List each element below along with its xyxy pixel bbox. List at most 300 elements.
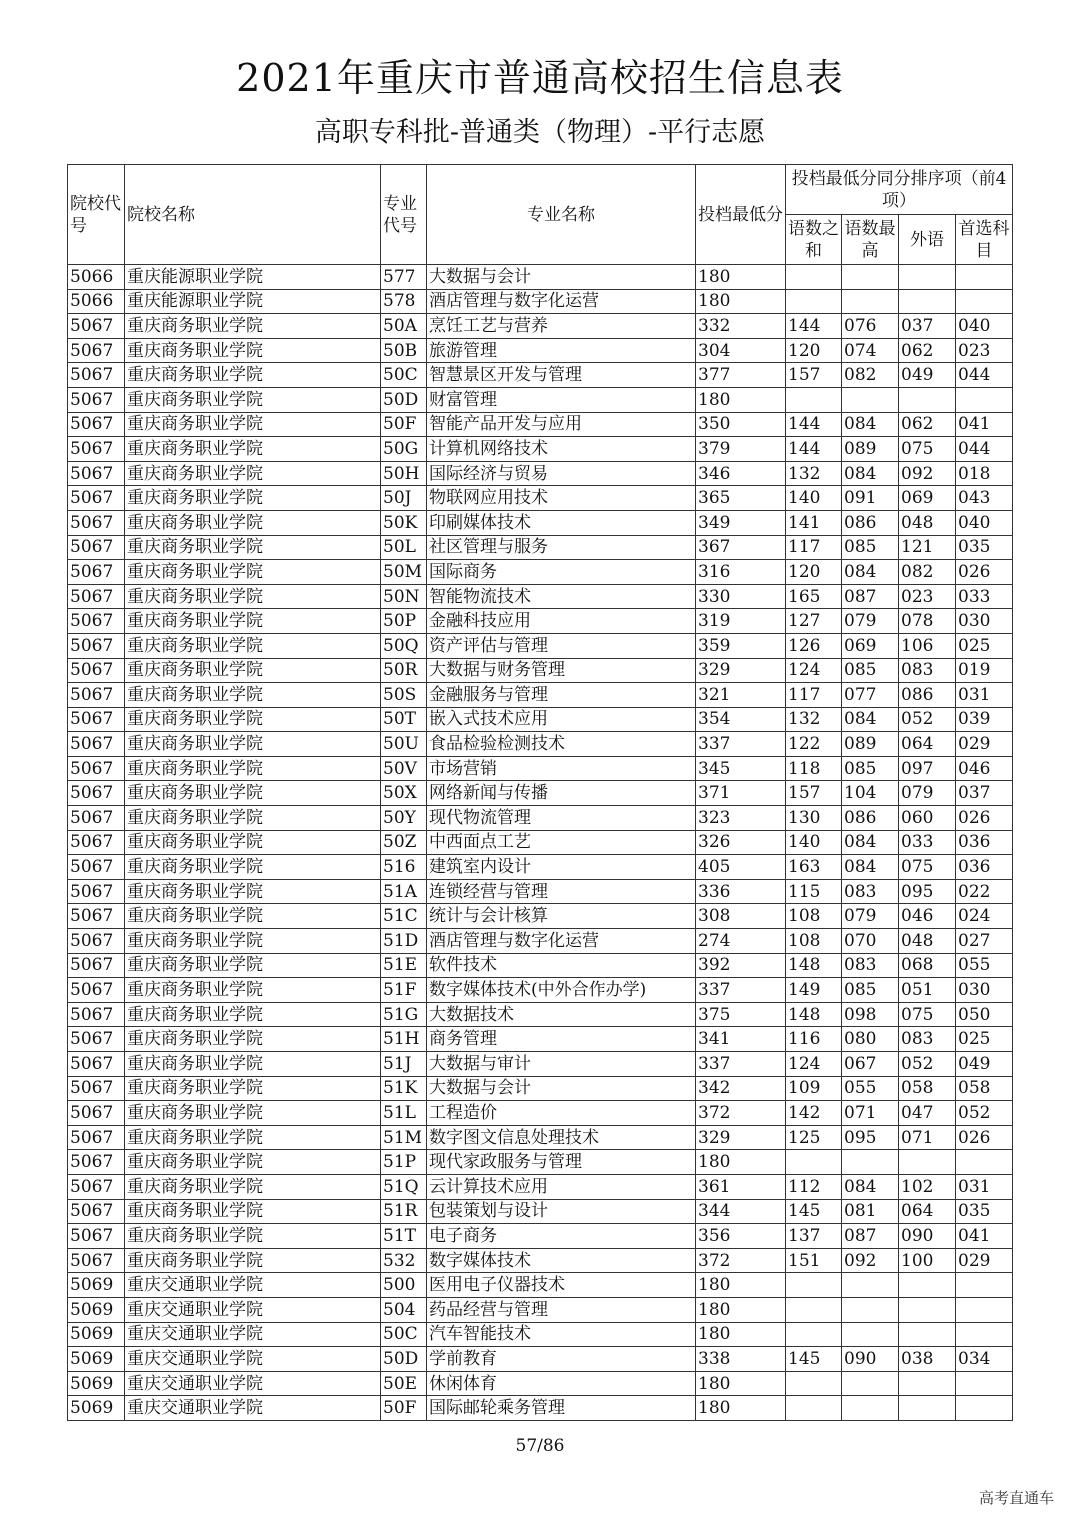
cell-school-name: 重庆商务职业学院 <box>125 314 381 339</box>
cell-major-name: 软件技术 <box>427 953 696 978</box>
cell-major-code: 50H <box>381 461 427 486</box>
cell-chi-math-sum: 145 <box>786 1199 842 1224</box>
cell-chi-math-sum <box>786 265 842 290</box>
cell-chi-math-max <box>842 1273 899 1298</box>
cell-school-code: 5066 <box>68 289 125 314</box>
cell-chi-math-max: 095 <box>842 1125 899 1150</box>
cell-school-name: 重庆商务职业学院 <box>125 1027 381 1052</box>
cell-school-code: 5067 <box>68 584 125 609</box>
cell-major-code: 50S <box>381 683 427 708</box>
cell-school-code: 5067 <box>68 314 125 339</box>
cell-first-subject: 041 <box>956 412 1013 437</box>
cell-foreign: 071 <box>899 1125 956 1150</box>
cell-first-subject: 044 <box>956 437 1013 462</box>
table-row <box>68 461 1013 486</box>
cell-first-subject: 018 <box>956 461 1013 486</box>
header-chi-math-max: 语数最高 <box>842 215 899 265</box>
cell-major-name: 财富管理 <box>427 387 696 412</box>
cell-major-code: 51G <box>381 1002 427 1027</box>
cell-major-name: 大数据与财务管理 <box>427 658 696 683</box>
table-row <box>68 265 1013 290</box>
cell-school-name: 重庆交通职业学院 <box>125 1297 381 1322</box>
cell-foreign: 064 <box>899 732 956 757</box>
cell-min-score: 372 <box>696 1101 786 1126</box>
cell-first-subject: 025 <box>956 633 1013 658</box>
cell-chi-math-sum: 125 <box>786 1125 842 1150</box>
cell-first-subject: 050 <box>956 1002 1013 1027</box>
cell-school-name: 重庆商务职业学院 <box>125 535 381 560</box>
cell-chi-math-max: 079 <box>842 609 899 634</box>
cell-school-code: 5069 <box>68 1371 125 1396</box>
cell-foreign: 046 <box>899 904 956 929</box>
cell-school-name: 重庆商务职业学院 <box>125 609 381 634</box>
cell-school-name: 重庆交通职业学院 <box>125 1322 381 1347</box>
cell-chi-math-sum: 132 <box>786 461 842 486</box>
cell-foreign: 060 <box>899 806 956 831</box>
cell-chi-math-max: 085 <box>842 658 899 683</box>
cell-chi-math-max: 079 <box>842 904 899 929</box>
cell-school-code: 5067 <box>68 363 125 388</box>
cell-major-name: 嵌入式技术应用 <box>427 707 696 732</box>
cell-chi-math-max: 087 <box>842 584 899 609</box>
table-row <box>68 683 1013 708</box>
cell-first-subject: 039 <box>956 707 1013 732</box>
cell-foreign: 037 <box>899 314 956 339</box>
cell-chi-math-sum: 127 <box>786 609 842 634</box>
cell-major-code: 50D <box>381 387 427 412</box>
cell-min-score: 365 <box>696 486 786 511</box>
cell-major-code: 51Q <box>381 1174 427 1199</box>
cell-major-code: 504 <box>381 1297 427 1322</box>
cell-min-score: 330 <box>696 584 786 609</box>
cell-major-name: 智能物流技术 <box>427 584 696 609</box>
cell-first-subject: 040 <box>956 510 1013 535</box>
cell-major-code: 50F <box>381 1396 427 1421</box>
cell-min-score: 359 <box>696 633 786 658</box>
cell-chi-math-sum <box>786 1371 842 1396</box>
cell-chi-math-max: 090 <box>842 1347 899 1372</box>
cell-foreign <box>899 1396 956 1421</box>
cell-first-subject: 030 <box>956 978 1013 1003</box>
cell-chi-math-max: 069 <box>842 633 899 658</box>
cell-min-score: 337 <box>696 732 786 757</box>
cell-major-name: 印刷媒体技术 <box>427 510 696 535</box>
cell-foreign: 097 <box>899 756 956 781</box>
table-row <box>68 1199 1013 1224</box>
cell-first-subject: 026 <box>956 806 1013 831</box>
table-row <box>68 1150 1013 1175</box>
cell-major-code: 50N <box>381 584 427 609</box>
cell-major-name: 大数据与会计 <box>427 1076 696 1101</box>
cell-major-code: 50X <box>381 781 427 806</box>
cell-major-name: 药品经营与管理 <box>427 1297 696 1322</box>
cell-min-score: 180 <box>696 1396 786 1421</box>
cell-foreign: 075 <box>899 437 956 462</box>
cell-min-score: 367 <box>696 535 786 560</box>
cell-first-subject <box>956 1322 1013 1347</box>
cell-foreign: 023 <box>899 584 956 609</box>
cell-school-name: 重庆商务职业学院 <box>125 461 381 486</box>
cell-chi-math-sum: 149 <box>786 978 842 1003</box>
cell-chi-math-sum: 122 <box>786 732 842 757</box>
cell-chi-math-max: 081 <box>842 1199 899 1224</box>
cell-first-subject: 035 <box>956 535 1013 560</box>
table-row <box>68 437 1013 462</box>
cell-chi-math-max: 083 <box>842 953 899 978</box>
cell-school-name: 重庆商务职业学院 <box>125 953 381 978</box>
cell-min-score: 337 <box>696 978 786 1003</box>
cell-school-name: 重庆商务职业学院 <box>125 437 381 462</box>
cell-major-name: 网络新闻与传播 <box>427 781 696 806</box>
table-row <box>68 1125 1013 1150</box>
cell-major-code: 50B <box>381 338 427 363</box>
cell-min-score: 180 <box>696 265 786 290</box>
cell-school-name: 重庆商务职业学院 <box>125 683 381 708</box>
header-major-code: 专业代号 <box>381 165 427 265</box>
table-row <box>68 510 1013 535</box>
cell-school-code: 5067 <box>68 953 125 978</box>
cell-first-subject: 033 <box>956 584 1013 609</box>
cell-major-code: 50F <box>381 412 427 437</box>
cell-chi-math-max <box>842 1322 899 1347</box>
cell-foreign: 068 <box>899 953 956 978</box>
table-row <box>68 1347 1013 1372</box>
cell-foreign: 069 <box>899 486 956 511</box>
table-row <box>68 929 1013 954</box>
cell-first-subject: 043 <box>956 486 1013 511</box>
table-row <box>68 1396 1013 1421</box>
cell-min-score: 342 <box>696 1076 786 1101</box>
cell-major-name: 国际邮轮乘务管理 <box>427 1396 696 1421</box>
cell-major-name: 大数据技术 <box>427 1002 696 1027</box>
cell-chi-math-max: 091 <box>842 486 899 511</box>
cell-school-name: 重庆商务职业学院 <box>125 338 381 363</box>
cell-chi-math-max: 055 <box>842 1076 899 1101</box>
table-row <box>68 904 1013 929</box>
cell-first-subject <box>956 265 1013 290</box>
table-row <box>68 781 1013 806</box>
cell-min-score: 371 <box>696 781 786 806</box>
cell-chi-math-sum: 115 <box>786 879 842 904</box>
cell-school-code: 5067 <box>68 560 125 585</box>
cell-chi-math-max: 085 <box>842 978 899 1003</box>
cell-major-code: 50D <box>381 1347 427 1372</box>
table-row <box>68 978 1013 1003</box>
cell-chi-math-sum: 117 <box>786 683 842 708</box>
cell-school-code: 5067 <box>68 683 125 708</box>
cell-school-code: 5067 <box>68 1125 125 1150</box>
cell-school-name: 重庆商务职业学院 <box>125 363 381 388</box>
cell-chi-math-max: 086 <box>842 806 899 831</box>
cell-first-subject: 041 <box>956 1224 1013 1249</box>
cell-chi-math-sum: 148 <box>786 953 842 978</box>
cell-foreign: 052 <box>899 1052 956 1077</box>
cell-major-name: 国际经济与贸易 <box>427 461 696 486</box>
cell-school-code: 5067 <box>68 1052 125 1077</box>
table-row <box>68 314 1013 339</box>
cell-major-name: 现代家政服务与管理 <box>427 1150 696 1175</box>
cell-chi-math-max: 084 <box>842 412 899 437</box>
cell-min-score: 375 <box>696 1002 786 1027</box>
cell-major-code: 51C <box>381 904 427 929</box>
table-row <box>68 387 1013 412</box>
cell-foreign: 121 <box>899 535 956 560</box>
cell-school-name: 重庆商务职业学院 <box>125 1174 381 1199</box>
cell-school-name: 重庆商务职业学院 <box>125 830 381 855</box>
table-row <box>68 560 1013 585</box>
cell-foreign: 058 <box>899 1076 956 1101</box>
cell-chi-math-sum <box>786 1150 842 1175</box>
cell-school-code: 5067 <box>68 1224 125 1249</box>
cell-school-code: 5067 <box>68 978 125 1003</box>
cell-major-code: 516 <box>381 855 427 880</box>
cell-chi-math-max: 077 <box>842 683 899 708</box>
cell-foreign: 106 <box>899 633 956 658</box>
cell-major-name: 数字图文信息处理技术 <box>427 1125 696 1150</box>
cell-major-name: 休闲体育 <box>427 1371 696 1396</box>
cell-chi-math-max <box>842 1150 899 1175</box>
cell-chi-math-sum: 109 <box>786 1076 842 1101</box>
cell-min-score: 180 <box>696 1150 786 1175</box>
cell-school-name: 重庆能源职业学院 <box>125 265 381 290</box>
cell-major-code: 51P <box>381 1150 427 1175</box>
table-row <box>68 1248 1013 1273</box>
table-row <box>68 1101 1013 1126</box>
cell-chi-math-sum: 112 <box>786 1174 842 1199</box>
header-school-name: 院校名称 <box>125 165 381 265</box>
cell-first-subject: 036 <box>956 830 1013 855</box>
cell-chi-math-max: 085 <box>842 535 899 560</box>
cell-min-score: 319 <box>696 609 786 634</box>
cell-chi-math-sum: 124 <box>786 1052 842 1077</box>
cell-major-name: 酒店管理与数字化运营 <box>427 929 696 954</box>
cell-school-code: 5067 <box>68 1174 125 1199</box>
cell-chi-math-sum: 140 <box>786 486 842 511</box>
cell-chi-math-max: 086 <box>842 510 899 535</box>
cell-chi-math-max: 084 <box>842 707 899 732</box>
table-row <box>68 338 1013 363</box>
cell-first-subject <box>956 1297 1013 1322</box>
cell-first-subject <box>956 1371 1013 1396</box>
brand-watermark-text: 高考直通车 <box>978 1489 1054 1507</box>
cell-foreign <box>899 1273 956 1298</box>
cell-first-subject: 031 <box>956 1174 1013 1199</box>
cell-foreign: 078 <box>899 609 956 634</box>
cell-chi-math-sum: 151 <box>786 1248 842 1273</box>
cell-major-code: 50C <box>381 363 427 388</box>
header-chi-math-sum: 语数之和 <box>786 215 842 265</box>
cell-min-score: 329 <box>696 658 786 683</box>
cell-school-name: 重庆交通职业学院 <box>125 1371 381 1396</box>
cell-school-name: 重庆商务职业学院 <box>125 387 381 412</box>
table-row <box>68 1076 1013 1101</box>
cell-chi-math-max: 074 <box>842 338 899 363</box>
cell-first-subject <box>956 1396 1013 1421</box>
cell-chi-math-sum: 145 <box>786 1347 842 1372</box>
cell-min-score: 180 <box>696 1273 786 1298</box>
cell-foreign: 038 <box>899 1347 956 1372</box>
header-min-score: 投档最低分 <box>696 165 786 265</box>
cell-first-subject: 037 <box>956 781 1013 806</box>
cell-school-code: 5067 <box>68 781 125 806</box>
cell-chi-math-max: 067 <box>842 1052 899 1077</box>
cell-school-name: 重庆商务职业学院 <box>125 756 381 781</box>
cell-major-code: 577 <box>381 265 427 290</box>
cell-chi-math-sum: 144 <box>786 412 842 437</box>
cell-major-code: 51L <box>381 1101 427 1126</box>
cell-chi-math-sum <box>786 289 842 314</box>
cell-major-name: 医用电子仪器技术 <box>427 1273 696 1298</box>
cell-school-code: 5067 <box>68 732 125 757</box>
table-row <box>68 1371 1013 1396</box>
cell-school-code: 5067 <box>68 658 125 683</box>
cell-major-code: 51K <box>381 1076 427 1101</box>
cell-chi-math-sum: 144 <box>786 314 842 339</box>
cell-major-name: 电子商务 <box>427 1224 696 1249</box>
table-row <box>68 732 1013 757</box>
cell-foreign: 092 <box>899 461 956 486</box>
cell-min-score: 332 <box>696 314 786 339</box>
cell-chi-math-max: 082 <box>842 363 899 388</box>
cell-first-subject: 019 <box>956 658 1013 683</box>
cell-chi-math-max <box>842 265 899 290</box>
cell-school-code: 5067 <box>68 609 125 634</box>
cell-first-subject: 034 <box>956 1347 1013 1372</box>
cell-chi-math-sum: 126 <box>786 633 842 658</box>
admission-table <box>67 164 1013 1421</box>
cell-school-code: 5069 <box>68 1297 125 1322</box>
table-body <box>68 265 1013 1421</box>
cell-min-score: 379 <box>696 437 786 462</box>
table-row <box>68 486 1013 511</box>
cell-school-code: 5067 <box>68 387 125 412</box>
cell-min-score: 346 <box>696 461 786 486</box>
cell-first-subject: 029 <box>956 732 1013 757</box>
cell-major-code: 50U <box>381 732 427 757</box>
cell-school-code: 5067 <box>68 412 125 437</box>
cell-major-code: 50L <box>381 535 427 560</box>
cell-major-name: 社区管理与服务 <box>427 535 696 560</box>
table-row <box>68 953 1013 978</box>
cell-first-subject: 025 <box>956 1027 1013 1052</box>
cell-major-name: 商务管理 <box>427 1027 696 1052</box>
cell-foreign <box>899 265 956 290</box>
cell-min-score: 405 <box>696 855 786 880</box>
cell-major-name: 大数据与审计 <box>427 1052 696 1077</box>
cell-major-code: 51H <box>381 1027 427 1052</box>
cell-min-score: 180 <box>696 1322 786 1347</box>
cell-chi-math-max: 070 <box>842 929 899 954</box>
cell-school-code: 5067 <box>68 707 125 732</box>
cell-min-score: 344 <box>696 1199 786 1224</box>
cell-major-name: 数字媒体技术 <box>427 1248 696 1273</box>
header-first-subject: 首选科目 <box>956 215 1013 265</box>
cell-chi-math-max: 084 <box>842 560 899 585</box>
cell-foreign <box>899 1297 956 1322</box>
cell-chi-math-sum: 144 <box>786 437 842 462</box>
cell-major-name: 数字媒体技术(中外合作办学) <box>427 978 696 1003</box>
cell-min-score: 316 <box>696 560 786 585</box>
cell-chi-math-sum: 137 <box>786 1224 842 1249</box>
cell-school-name: 重庆商务职业学院 <box>125 707 381 732</box>
cell-school-name: 重庆商务职业学院 <box>125 806 381 831</box>
cell-chi-math-sum: 142 <box>786 1101 842 1126</box>
cell-first-subject: 049 <box>956 1052 1013 1077</box>
table-row <box>68 289 1013 314</box>
cell-school-code: 5067 <box>68 806 125 831</box>
cell-foreign: 075 <box>899 1002 956 1027</box>
cell-major-name: 资产评估与管理 <box>427 633 696 658</box>
cell-chi-math-sum: 157 <box>786 781 842 806</box>
cell-school-code: 5067 <box>68 929 125 954</box>
cell-school-name: 重庆商务职业学院 <box>125 1125 381 1150</box>
cell-major-code: 500 <box>381 1273 427 1298</box>
page-subtitle: 高职专科批-普通类（物理）-平行志愿 <box>314 117 766 148</box>
cell-major-code: 50G <box>381 437 427 462</box>
cell-school-code: 5067 <box>68 1150 125 1175</box>
cell-foreign <box>899 289 956 314</box>
cell-foreign: 079 <box>899 781 956 806</box>
cell-foreign: 051 <box>899 978 956 1003</box>
cell-chi-math-sum: 141 <box>786 510 842 535</box>
table-row <box>68 1297 1013 1322</box>
cell-min-score: 321 <box>696 683 786 708</box>
cell-major-name: 物联网应用技术 <box>427 486 696 511</box>
cell-foreign: 062 <box>899 412 956 437</box>
cell-major-name: 中西面点工艺 <box>427 830 696 855</box>
cell-school-code: 5067 <box>68 904 125 929</box>
cell-chi-math-max: 084 <box>842 855 899 880</box>
cell-chi-math-max: 098 <box>842 1002 899 1027</box>
cell-first-subject: 029 <box>956 1248 1013 1273</box>
cell-school-code: 5069 <box>68 1322 125 1347</box>
cell-school-name: 重庆商务职业学院 <box>125 560 381 585</box>
cell-chi-math-max: 071 <box>842 1101 899 1126</box>
cell-school-name: 重庆商务职业学院 <box>125 929 381 954</box>
cell-chi-math-sum: 132 <box>786 707 842 732</box>
cell-chi-math-sum: 124 <box>786 658 842 683</box>
cell-chi-math-max: 087 <box>842 1224 899 1249</box>
table-row <box>68 363 1013 388</box>
cell-chi-math-max: 104 <box>842 781 899 806</box>
cell-first-subject <box>956 1273 1013 1298</box>
cell-foreign: 047 <box>899 1101 956 1126</box>
cell-min-score: 349 <box>696 510 786 535</box>
cell-major-name: 大数据与会计 <box>427 265 696 290</box>
cell-school-name: 重庆商务职业学院 <box>125 1002 381 1027</box>
cell-min-score: 361 <box>696 1174 786 1199</box>
cell-min-score: 329 <box>696 1125 786 1150</box>
cell-chi-math-max: 085 <box>842 756 899 781</box>
cell-chi-math-sum: 108 <box>786 929 842 954</box>
header-foreign: 外语 <box>899 215 956 265</box>
cell-chi-math-max <box>842 1297 899 1322</box>
cell-foreign: 052 <box>899 707 956 732</box>
cell-chi-math-max: 084 <box>842 1174 899 1199</box>
cell-first-subject: 044 <box>956 363 1013 388</box>
cell-min-score: 341 <box>696 1027 786 1052</box>
cell-min-score: 345 <box>696 756 786 781</box>
cell-major-code: 50P <box>381 609 427 634</box>
cell-foreign <box>899 1322 956 1347</box>
table-row <box>68 830 1013 855</box>
cell-school-code: 5066 <box>68 265 125 290</box>
cell-foreign: 064 <box>899 1199 956 1224</box>
table-row <box>68 756 1013 781</box>
cell-school-name: 重庆商务职业学院 <box>125 781 381 806</box>
cell-major-code: 578 <box>381 289 427 314</box>
cell-min-score: 336 <box>696 879 786 904</box>
